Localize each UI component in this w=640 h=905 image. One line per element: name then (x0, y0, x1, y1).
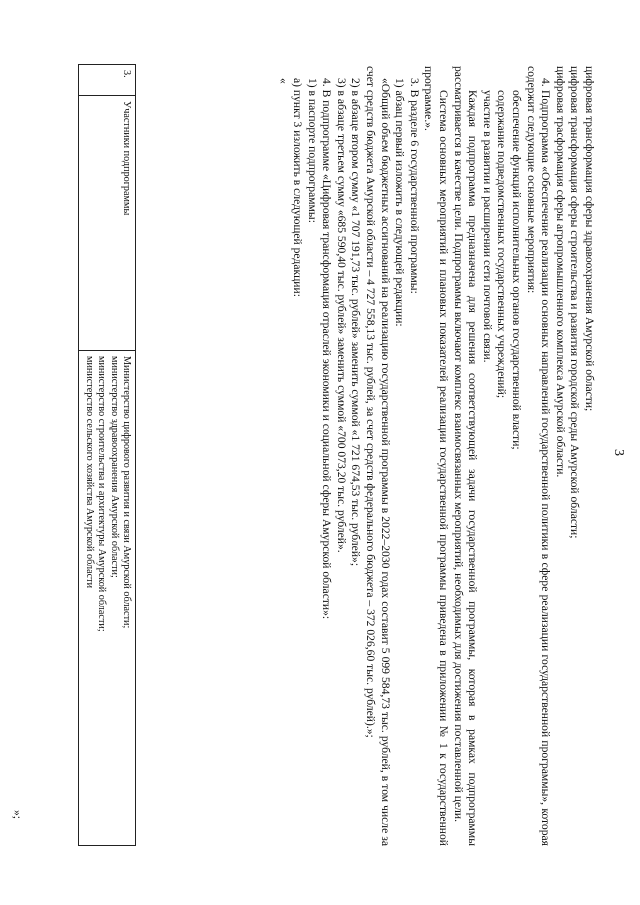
paragraph: цифровая трансформация сферы здравоохранения Амурской области; (583, 66, 596, 412)
paragraph: 4. Подпрограмма «Обеспечение реализации основных направлений государственной политики в сфере реализации государственной программы», которая содержит следующие основные мероприятия: (524, 66, 553, 846)
paragraph: 1) абзац первый изложить в следующей редакции: (393, 78, 407, 327)
paragraph: Система основных мероприятий и плановых показателей реализации государственной программы приведена в приложении № 1 к государственной программе.». (422, 66, 451, 846)
participants-cell (79, 351, 136, 846)
participant-line: министерство строительства и архитектуры Амурской области; (96, 356, 108, 632)
paragraph: а) пункт 3 изложить в следующей редакции: (291, 78, 305, 297)
paragraph: 4. В подпрограмме «Цифровая трансформация отраслей экономики и социальной сферы Амурской области»: (320, 78, 334, 620)
paragraph: «Общий объем бюджетных ассигнований на реализацию государственной программы в 2022–2030 годах составит 5 099 584,73 тыс. рублей, в том числе за счет средств бюджета Амурской области – 4 727 558,13 тыс. рублей, за счет средств федерального бюджета – 372 026,60 тыс. рублей).»; (364, 66, 392, 846)
row-number-cell: 3. (79, 65, 136, 96)
closing-mark: »; (11, 810, 24, 820)
participants-table (78, 64, 136, 846)
paragraph: цифровая трансформация сферы строительства и развития городской среды Амурской области; (568, 66, 582, 539)
paragraph: « (276, 78, 290, 84)
paragraph: Каждая подпрограмма предназначена для решения соответствующей задачи государственной программы, которая в рамках подпрограммы рассматривается в качестве цели. Подпрограммы включают комплекс взаимосвязанных мероприятий, необходимых для достижения поставленной цели. (451, 66, 480, 846)
paragraph: обеспечение функций исполнительных органов государственной власти; (510, 90, 524, 450)
paragraph: 2) в абзаце втором сумму «1 707 191,73 тыс. рублей» заменить суммой «1 721 674,53 тыс. рублей»; (349, 78, 363, 567)
participant-line: министерство здравоохранения Амурской области; (108, 356, 120, 578)
participant-line: Министерство цифрового развития и связи Амурской области; (121, 356, 132, 629)
participant-line: министерство сельского хозяйства Амурской области (83, 356, 95, 589)
paragraph: 1) в паспорте подпрограммы: (305, 78, 319, 223)
document-body (275, 66, 596, 846)
page-number: 3 (611, 449, 626, 456)
paragraph: содержание подведомственных государственных учреждений; (495, 90, 509, 399)
paragraph: 3) в абзаце третьем сумму «685 590,40 тыс. рублей» заменить суммой «700 073,20 тыс. рублей». (334, 78, 348, 553)
table-row (79, 65, 136, 846)
paragraph: 3. В разделе 6 государственной программы: (407, 78, 421, 294)
paragraph: цифровая трасформация сферы агропромышленного комплекса Амурской области. (553, 66, 567, 478)
paragraph: участие в развитии и расширении сети почтовой связи. (480, 90, 494, 363)
row-label-cell: Участники подпрограммы (79, 96, 136, 351)
